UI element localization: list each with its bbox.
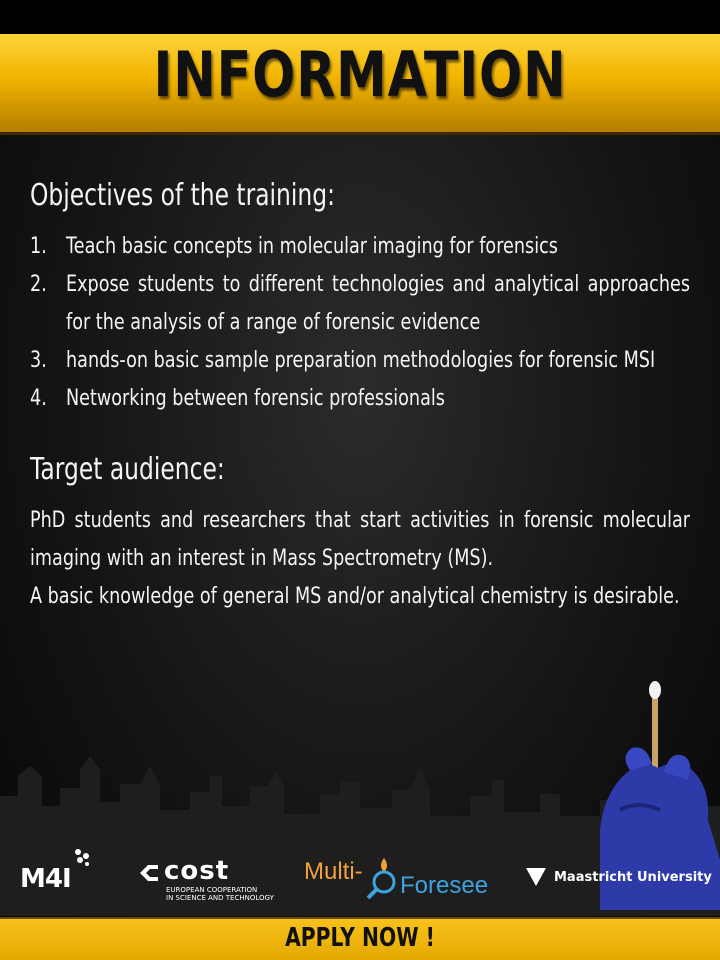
- page-title: INFORMATION: [153, 38, 567, 111]
- cost-subtitle: EUROPEAN COOPERATION IN SCIENCE AND TECHNOLOGY: [166, 886, 274, 902]
- audience-requirement: A basic knowledge of general MS and/or analytical chemistry is desirable.: [30, 584, 680, 609]
- objectives-heading: Objectives of the training:: [30, 178, 335, 213]
- magnifier-icon: [364, 856, 404, 902]
- objective-number: 2.: [30, 272, 47, 297]
- content-area: [30, 170, 690, 616]
- audience-heading: Target audience:: [30, 452, 225, 487]
- objective-number: 3.: [30, 348, 47, 373]
- objectives-list: [30, 228, 690, 418]
- partner-logos: M4I cost EUROPEAN COOPERATION IN SCIENCE AND TECHNOLOGY Multi- Foresee Maastricht University: [0, 850, 720, 910]
- cost-wordmark: cost: [164, 856, 230, 886]
- objective-item: [30, 342, 690, 380]
- apply-now-banner[interactable]: [0, 917, 720, 960]
- objective-item: [30, 228, 690, 266]
- maastricht-mark-icon: [524, 864, 548, 888]
- objective-text: Teach basic concepts in molecular imaging for forensics: [66, 234, 558, 259]
- objective-item: [30, 266, 690, 342]
- m4i-dots-icon: [72, 848, 92, 868]
- audience-paragraph: PhD students and researchers that start activities in forensic molecular imaging with an interest in Mass Spectrometry (MS).: [30, 508, 690, 571]
- apply-now-label[interactable]: APPLY NOW !: [285, 923, 435, 953]
- cost-mark-icon: [136, 860, 162, 886]
- multi-foresee-logo-right: Foresee: [400, 872, 489, 899]
- objective-text: Networking between forensic professionals: [66, 386, 445, 411]
- objective-item: [30, 380, 690, 418]
- objective-number: 4.: [30, 386, 47, 411]
- objective-number: 1.: [30, 234, 47, 259]
- objective-text: hands-on basic sample preparation methodologies for forensic MSI: [66, 348, 656, 373]
- objective-text: Expose students to different technologies and analytical approaches for the analysis of a range of forensic evidence: [66, 272, 690, 335]
- top-black-bar: [0, 0, 720, 34]
- multi-foresee-logo-left: Multi-: [304, 858, 363, 885]
